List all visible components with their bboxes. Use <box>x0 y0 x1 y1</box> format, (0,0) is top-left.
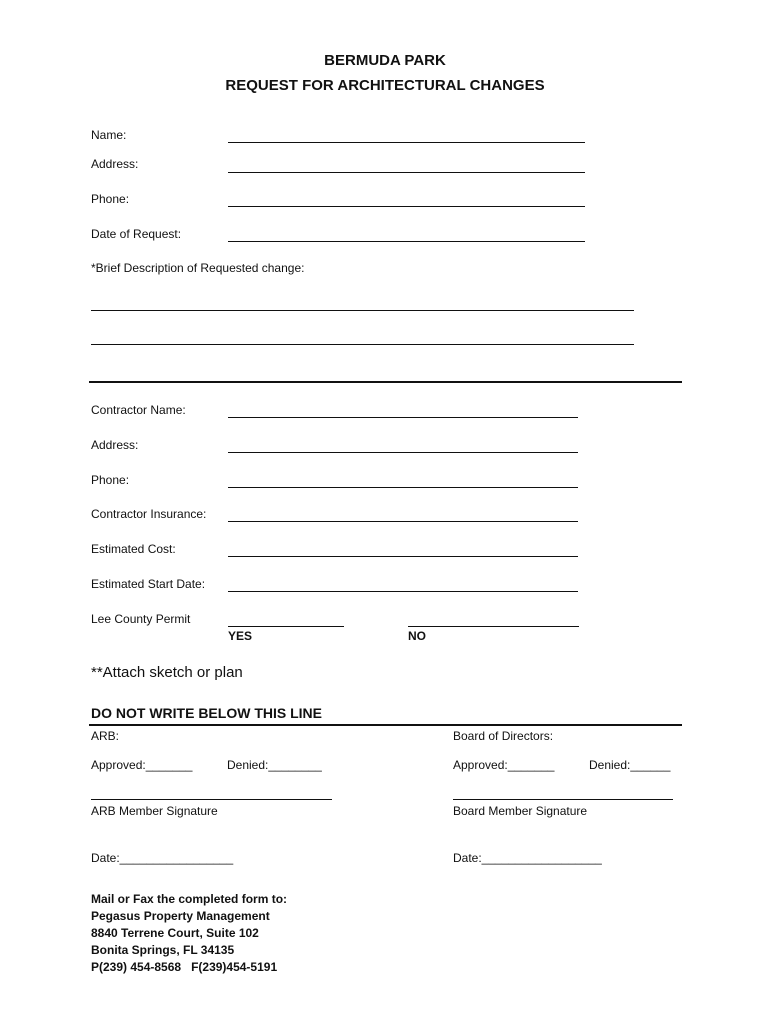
contractor-name-field[interactable] <box>228 417 578 418</box>
contractor-insurance-field[interactable] <box>228 521 578 522</box>
arb-signature-label: ARB Member Signature <box>91 804 218 818</box>
board-approved[interactable]: Approved:_______ <box>453 758 555 772</box>
description-line-1[interactable] <box>91 310 634 311</box>
name-field[interactable] <box>228 142 585 143</box>
arb-signature-line[interactable] <box>91 799 332 800</box>
permit-yes-label: YES <box>228 629 253 643</box>
board-signature-line[interactable] <box>453 799 673 800</box>
contractor-phone-label: Phone: <box>91 473 130 487</box>
mail-company: Pegasus Property Management <box>91 909 270 923</box>
section-divider <box>89 381 682 383</box>
form-subtitle: REQUEST FOR ARCHITECTURAL CHANGES <box>225 77 545 94</box>
contractor-name-label: Contractor Name: <box>91 403 186 417</box>
contractor-phone-field[interactable] <box>228 487 578 488</box>
name-label: Name: <box>91 128 127 142</box>
do-not-write-rule <box>89 724 682 726</box>
estimated-start-label: Estimated Start Date: <box>91 577 206 591</box>
phone-label: Phone: <box>91 192 130 206</box>
permit-yes-field[interactable] <box>228 626 344 627</box>
arb-date[interactable]: Date:_________________ <box>91 851 234 865</box>
estimated-cost-label: Estimated Cost: <box>91 542 176 556</box>
permit-no-field[interactable] <box>408 626 579 627</box>
mail-block <box>91 891 287 976</box>
permit-no-label: NO <box>408 629 426 643</box>
address-field[interactable] <box>228 172 585 173</box>
form-title: BERMUDA PARK <box>324 52 446 69</box>
board-date[interactable]: Date:__________________ <box>453 851 602 865</box>
board-signature-label: Board Member Signature <box>453 804 588 818</box>
date-of-request-label: Date of Request: <box>91 227 182 241</box>
mail-street: 8840 Terrene Court, Suite 102 <box>91 926 259 940</box>
estimated-start-field[interactable] <box>228 591 578 592</box>
contractor-insurance-label: Contractor Insurance: <box>91 507 207 521</box>
permit-label: Lee County Permit <box>91 612 191 626</box>
board-heading: Board of Directors: <box>453 729 554 743</box>
date-of-request-field[interactable] <box>228 241 585 242</box>
phone-field[interactable] <box>228 206 585 207</box>
contractor-address-label: Address: <box>91 438 139 452</box>
arb-approved[interactable]: Approved:_______ <box>91 758 193 772</box>
description-line-2[interactable] <box>91 344 634 345</box>
mail-city: Bonita Springs, FL 34135 <box>91 943 235 957</box>
board-denied[interactable]: Denied:______ <box>589 758 671 772</box>
do-not-write-heading: DO NOT WRITE BELOW THIS LINE <box>91 705 322 721</box>
arb-denied[interactable]: Denied:________ <box>227 758 322 772</box>
description-label: *Brief Description of Requested change: <box>91 261 305 275</box>
attach-note: **Attach sketch or plan <box>91 664 243 681</box>
contractor-address-field[interactable] <box>228 452 578 453</box>
arb-heading: ARB: <box>91 729 120 743</box>
mail-instruction: Mail or Fax the completed form to: <box>91 892 288 906</box>
address-label: Address: <box>91 157 139 171</box>
mail-phone-fax: P(239) 454-8568 F(239)454-5191 <box>91 960 278 974</box>
estimated-cost-field[interactable] <box>228 556 578 557</box>
